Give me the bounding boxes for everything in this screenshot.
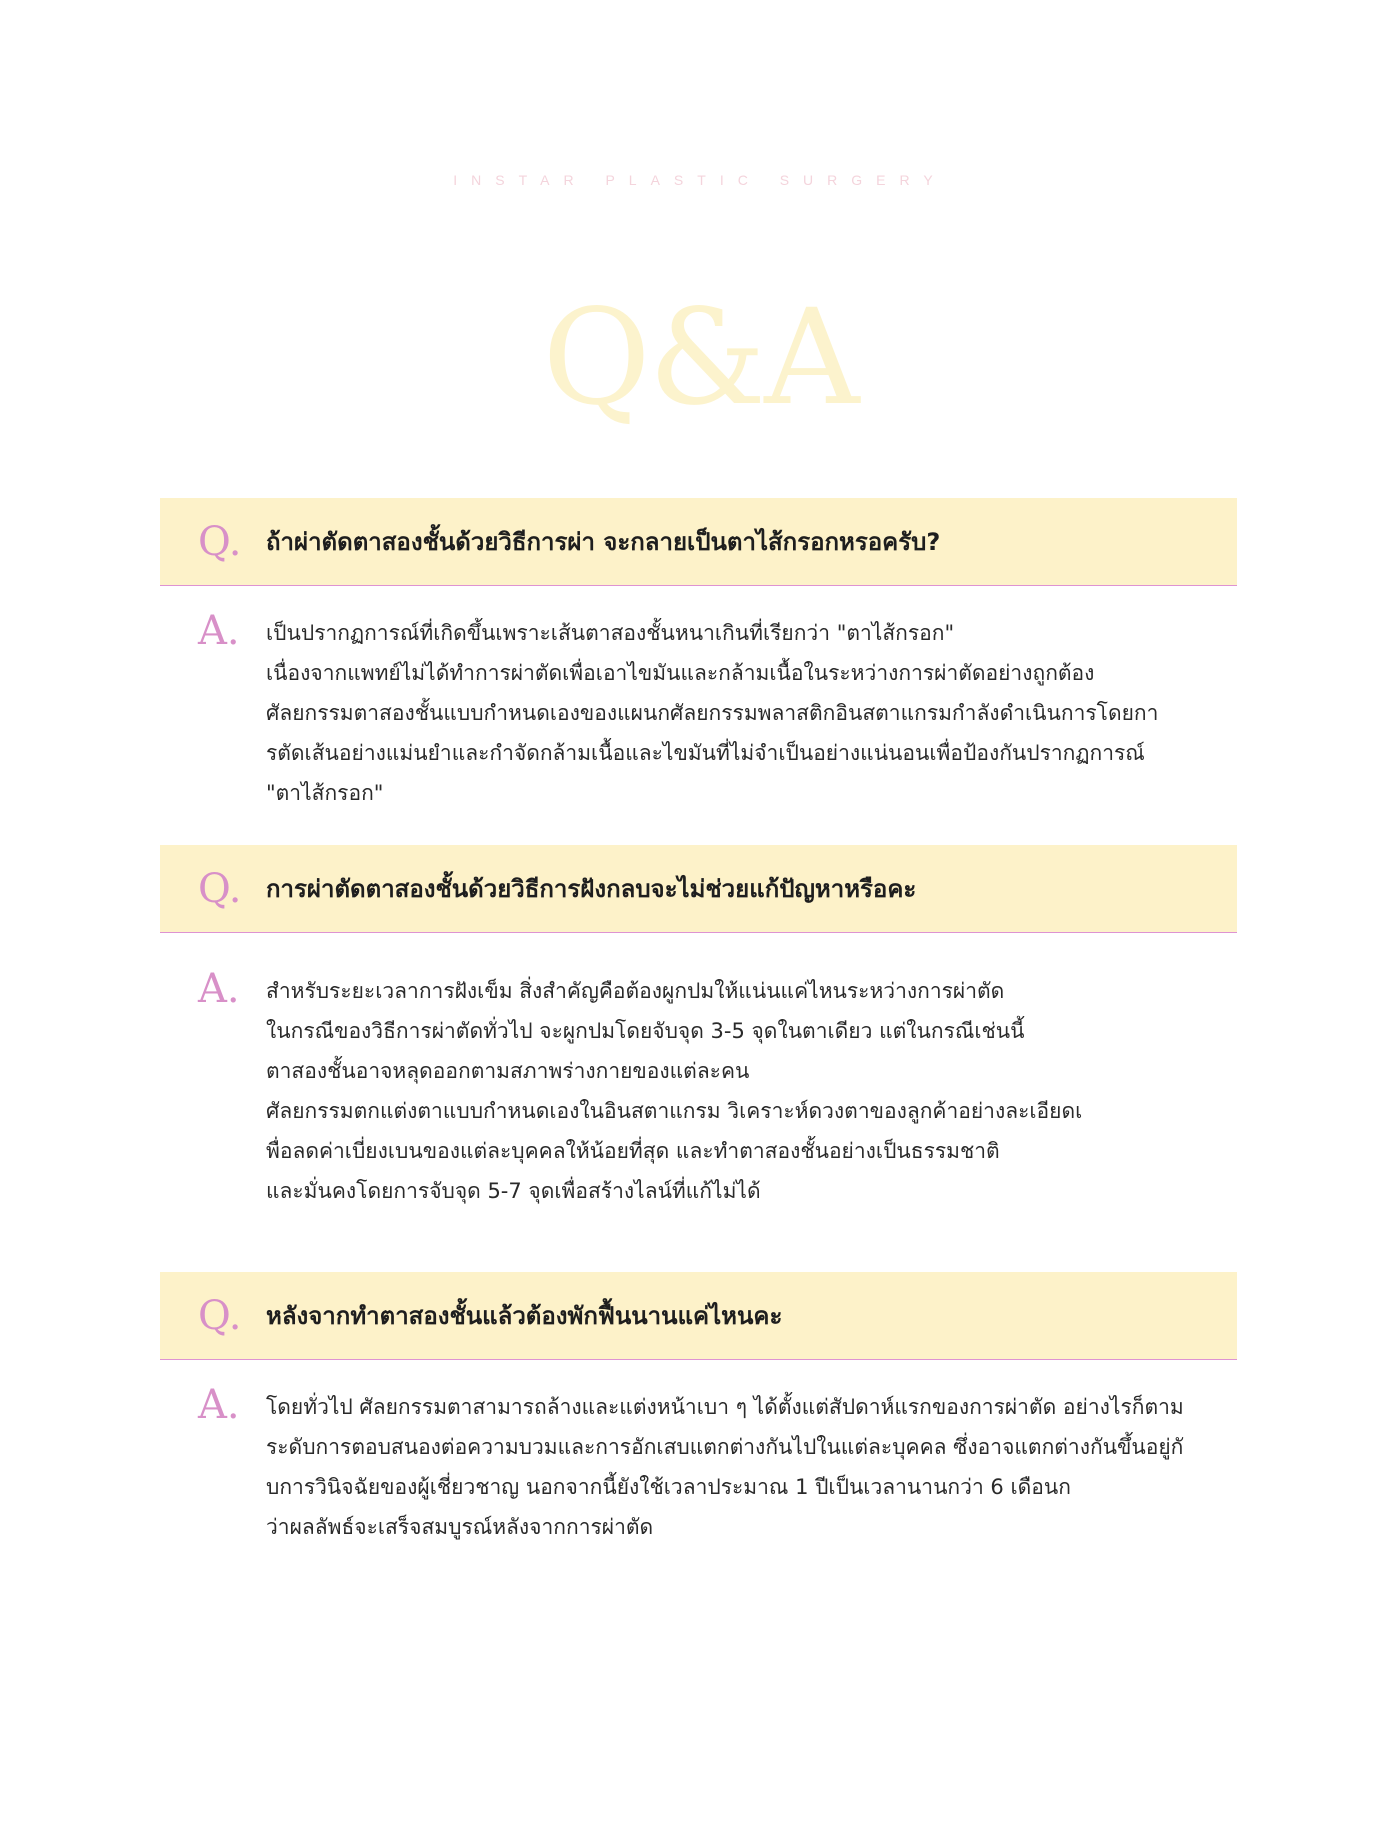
answer-line: บการวินิจฉัยของผู้เชี่ยวชาญ นอกจากนี้ยังใช้เวลาประมาณ 1 ปีเป็นเวลานานกว่า 6 เดือนก [266, 1475, 1071, 1499]
answer-line: "ตาไส้กรอก" [266, 781, 384, 805]
question-mark-label: Q. [198, 865, 242, 912]
answer-line: และมั่นคงโดยการจับจุด 5-7 จุดเพื่อสร้างไลน์ที่แก้ไม่ได้ [266, 1179, 761, 1203]
answer-line: ว่าผลลัพธ์จะเสร็จสมบูรณ์หลังจากการผ่าตัด [266, 1515, 654, 1539]
answer-line: ศัลยกรรมตกแต่งตาแบบกำหนดเองในอินสตาแกรม วิเคราะห์ดวงตาของลูกค้าอย่างละเอียดเ [266, 1099, 1083, 1123]
answer-line: เนื่องจากแพทย์ไม่ได้ทำการผ่าตัดเพื่อเอาไขมันและกล้ามเนื้อในระหว่างการผ่าตัดอย่างถูกต้อง [266, 661, 1095, 685]
answer-line: รตัดเส้นอย่างแม่นยำและกำจัดกล้ามเนื้อและไขมันที่ไม่จำเป็นอย่างแน่นอนเพื่อป้องกันปรากฏการณ์ [266, 741, 1145, 765]
answer-line: ศัลยกรรมตาสองชั้นแบบกำหนดเองของแผนกศัลยกรรมพลาสติกอินสตาแกรมกำลังดำเนินการโดยกา [266, 701, 1159, 725]
answer-line: สำหรับระยะเวลาการฝังเข็ม สิ่งสำคัญคือต้องผูกปมให้แน่นแค่ไหนระหว่างการผ่าตัด [266, 979, 1005, 1003]
answer-text [266, 1387, 1184, 1547]
answer-line: เป็นปรากฏการณ์ที่เกิดขึ้นเพราะเส้นตาสองชั้นหนาเกินที่เรียกว่า "ตาไส้กรอก" [266, 621, 955, 645]
question-text: การผ่าตัดตาสองชั้นด้วยวิธีการฝังกลบจะไม่ช่วยแก้ปัญหาหรือคะ [266, 875, 917, 903]
answer-line: ในกรณีของวิธีการผ่าตัดทั่วไป จะผูกปมโดยจับจุด 3-5 จุดในตาเดียว แต่ในกรณีเช่นนี้ [266, 1019, 1025, 1043]
answer-row [160, 1382, 1237, 1547]
answer-mark-label: A. [198, 966, 240, 1012]
answer-row [160, 966, 1237, 1211]
qa-item-2 [160, 845, 1237, 1211]
question-text: หลังจากทำตาสองชั้นแล้วต้องพักฟื้นนานแค่ไหนคะ [266, 1302, 783, 1330]
qa-item-1 [160, 498, 1237, 813]
answer-text [266, 613, 1158, 813]
question-text: ถ้าผ่าตัดตาสองชั้นด้วยวิธีการผ่า จะกลายเป็นตาไส้กรอกหรอครับ? [266, 528, 941, 556]
answer-line: โดยทั่วไป ศัลยกรรมตาสามารถล้างและแต่งหน้าเบา ๆ ได้ตั้งแต่สัปดาห์แรกของการผ่าตัด อย่างไรก็ตาม [266, 1395, 1184, 1419]
answer-line: พื่อลดค่าเบี่ยงเบนของแต่ละบุคคลให้น้อยที่สุด และทำตาสองชั้นอย่างเป็นธรรมชาติ [266, 1139, 1000, 1163]
question-mark-label: Q. [198, 518, 242, 565]
answer-mark-label: A. [198, 608, 240, 654]
answer-row [160, 608, 1237, 813]
qa-item-3 [160, 1272, 1237, 1547]
answer-mark-label: A. [198, 1382, 240, 1428]
answer-line: ระดับการตอบสนองต่อความบวมและการอักเสบแตกต่างกันไปในแต่ละบุคคล ซึ่งอาจแตกต่างกันขึ้นอยู่กั [266, 1435, 1184, 1459]
answer-line: ตาสองชั้นอาจหลุดออกตามสภาพร่างกายของแต่ละคน [266, 1059, 750, 1083]
answer-text [266, 971, 1082, 1211]
question-bar [160, 845, 1237, 933]
question-bar [160, 1272, 1237, 1360]
page-title: Q&A [542, 281, 858, 435]
question-bar [160, 498, 1237, 586]
brand-eyebrow: INSTAR PLASTIC SURGERY [453, 172, 947, 188]
question-mark-label: Q. [198, 1292, 242, 1339]
